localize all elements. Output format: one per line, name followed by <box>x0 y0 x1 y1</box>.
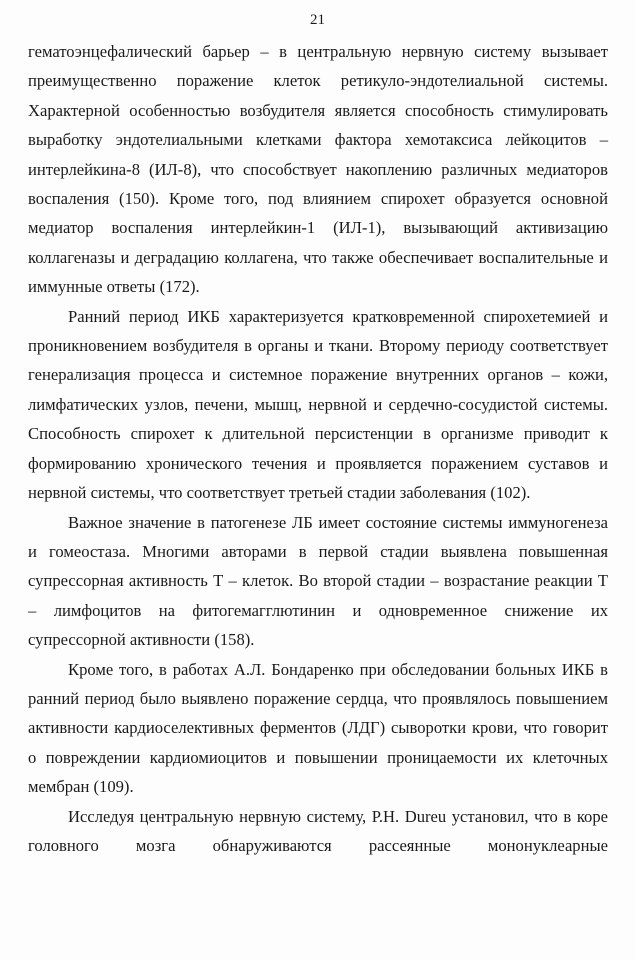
paragraph-1: гематоэнцефалический барьер – в центральную нервную систему вызывает преимущественно поражение клеток ретикуло-эндотелиальной системы. Характерной особенностью возбудителя является способность стимулировать выработку эндотелиальными клетками фактора хемотаксиса лейкоцитов – интерлейкина-8 (ИЛ-8), что способствует накоплению различных медиаторов воспаления (150). Кроме того, под влиянием спирохет образуется основной медиатор воспаления интерлейкин-1 (ИЛ-1), вызывающий активизацию коллагеназы и деградацию коллагена, что также обеспечивает воспалительные и иммунные ответы (172). <box>28 42 608 297</box>
paragraph-3: Важное значение в патогенезе ЛБ имеет состояние системы иммуногенеза и гомеостаза. Многими авторами в первой стадии выявлена повышенная супрессорная активность Т – клеток. Во второй стадии – возрастание реакции Т – лимфоцитов на фитогемагглютинин и одновременное снижение их супрессорной активности (158). <box>28 512 608 650</box>
paragraph-2: Ранний период ИКБ характеризуется кратковременной спирохетемией и проникновением возбудителя в органы и ткани. Второму периоду соответствует генерализация процесса и системное поражение внутренних органов – кожи, лимфатических узлов, печени, мышц, нервной и сердечно-сосудистой системы. Способность спирохет к длительной персистенции в организме приводит к формированию хронического течения и проявляется поражением суставов и нервной системы, что соответствует третьей стадии заболевания (102). <box>28 306 608 503</box>
body-text <box>28 37 608 860</box>
page-number: 21 <box>310 12 325 28</box>
paragraph-4: Кроме того, в работах А.Л. Бондаренко при обследовании больных ИКБ в ранний период было выявлено поражение сердца, что проявлялось повышением активности кардиоселективных ферментов (ЛДГ) сыворотки крови, что говорит о повреждении кардиомиоцитов и повышении проницаемости их клеточных мембран (109). <box>28 659 608 797</box>
paragraph-5: Исследуя центральную нервную систему, Р.Н. Dureu установил, что в коре головного мозга обнаруживаются рассеянные мононуклеарные <box>28 806 608 855</box>
